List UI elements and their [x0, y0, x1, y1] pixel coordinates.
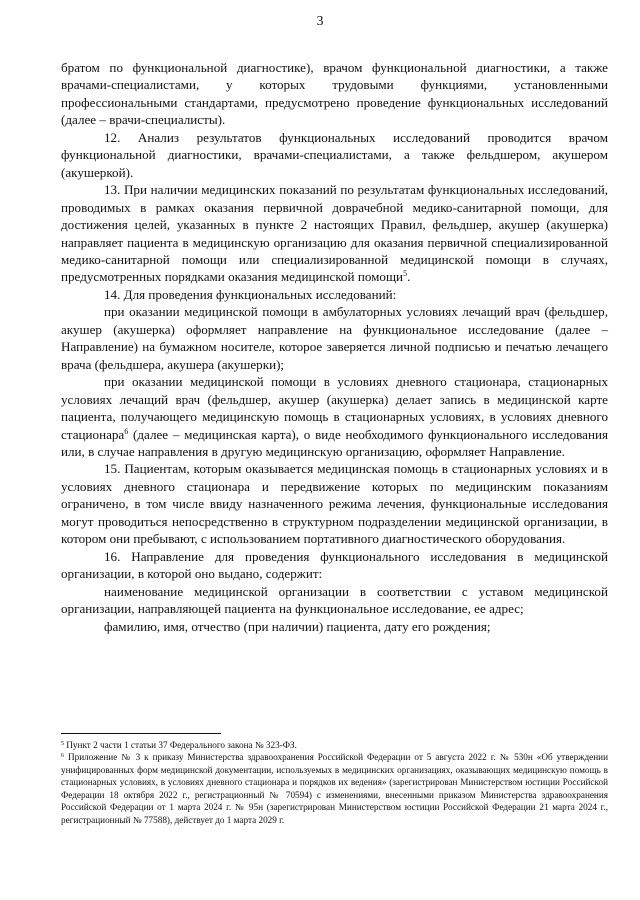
paragraph-14-outpatient: при оказании медицинской помощи в амбулаторных условиях лечащий врач (фельдшер, акушер (акушерка) оформляет направление на функциональное исследование (далее – Направление) на бумажном носителе, которое заверяется личной подписью и печатью лечащего врача (фельдшера, акушера (акушерки);: [61, 304, 608, 372]
footnotes: [61, 739, 608, 826]
document-body: [61, 59, 608, 635]
footnote-5: $^5$ Пункт 2 части 1 статьи 37 Федерального закона № 323-ФЗ.: [61, 740, 297, 750]
paragraph-14: 14. Для проведения функциональных исследований:: [104, 286, 397, 302]
paragraph-continuation: братом по функциональной диагностике), врачом функциональной диагностики, а также врачами-специалистами, у которых трудовыми функциями, установленными профессиональными стандартами, предусмотрено проведение функциональных исследований (далее – врачи-специалисты).: [61, 60, 608, 128]
paragraph-16: 16. Направление для проведения функционального исследования в медицинской организации, в которой оно выдано, содержит:: [61, 548, 608, 582]
footnote-number: 6: [61, 753, 64, 760]
paragraph-15: 15. Пациентам, которым оказывается медицинская помощь в стационарных условиях и в условиях дневного стационара и передвижение которых по медицинским показаниям ограничено, в том числе ввиду назначенного режима лечения, функциональные исследования могут проводиться непосредственно в структурном подразделении медицинской организации, в котором они пребывают, с использованием портативного диагностического оборудования.: [61, 461, 608, 547]
footnote-separator: [61, 733, 221, 734]
paragraph-14-inpatient: при оказании медицинской помощи в условиях дневного стационара, стационарных условиях лечащий врач (фельдшер, акушер (акушерка) делает запись в медицинской карте пациента, получающего медицинскую помощь в стационарных условиях, в условиях дневного стационара$^6$ (далее – медицинская карта), о виде необходимого функционального исследования или, в случае направления в другую медицинскую организацию, оформляет Направление.: [61, 374, 608, 459]
footnote-ref-5: 5: [403, 269, 408, 279]
paragraph-13: 13. При наличии медицинских показаний по результатам функциональных исследований, проводимых в рамках оказания первичной доврачебной медико-санитарной помощи, для достижения целей, указанных в пункте 2 настоящих Правил, фельдшер, акушер (акушерка) направляет пациента в медицинскую организацию для оказания первичной специализированной медико-санитарной помощи или специализированной медицинской помощи в случаях, предусмотренных порядками оказания медицинской помощи$^5$.: [61, 182, 608, 285]
paragraph-12: 12. Анализ результатов функциональных исследований проводится врачом функциональной диагностики, врачами-специалистами, а также фельдшером, акушером (акушеркой).: [61, 129, 608, 180]
footnote-number: 5: [61, 741, 64, 747]
paragraph-16-patient-name: фамилию, имя, отчество (при наличии) пациента, дату его рождения;: [104, 618, 491, 634]
footnote-6: $^6$ Приложение № 3 к приказу Министерства здравоохранения Российской Федерации от 5 августа 2022 г. № 530н «Об утверждении унифицированных форм медицинской документации, используемых в медицинских организациях, оказывающих медицинскую помощь в стационарных условиях, в условиях дневного стационара и порядков их ведения» (зарегистрирован Министерством юстиции Российской Федерации 18 октября 2022 г., регистрационный № 70594) с изменениями, внесенными приказом Министерства здравоохранения Российской Федерации от 1 марта 2024 г. № 95н (зарегистрирован Министерством юстиции Российской Федерации 21 марта 2024 г., регистрационный № 77588), действует до 1 марта 2029 г.: [61, 752, 609, 825]
paragraph-16-organization: наименование медицинской организации в соответствии с уставом медицинской организации, направляющей пациента на функциональное исследование, ее адрес;: [61, 583, 608, 617]
footnote-ref-6: 6: [124, 426, 129, 436]
page-number: 3: [316, 14, 324, 29]
